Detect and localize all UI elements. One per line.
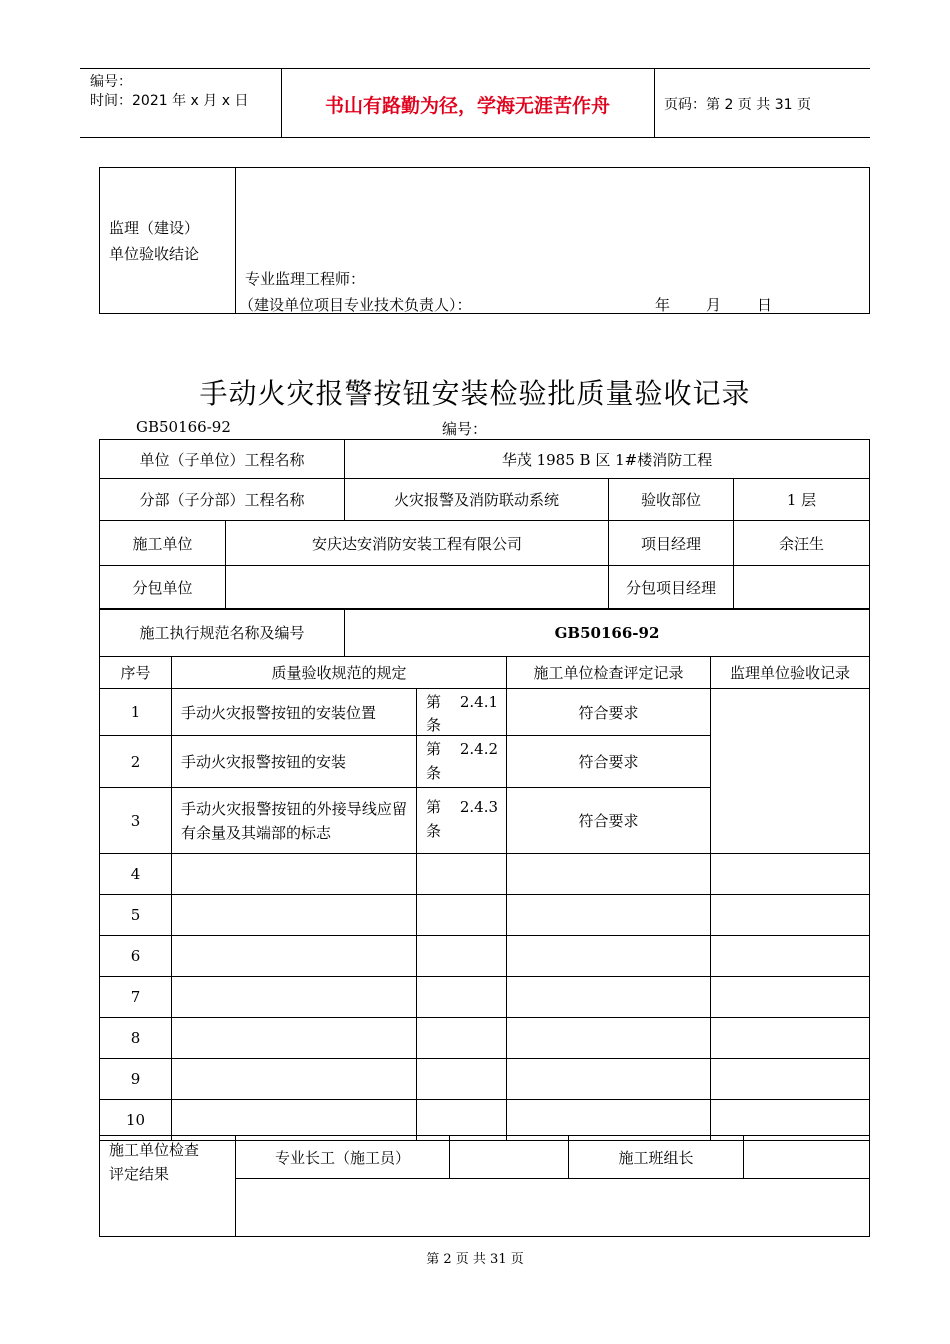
col-contractor-check: 施工单位检查评定记录 <box>507 657 711 689</box>
page-footer: 第 2 页 共 31 页 <box>426 1252 524 1267</box>
supervision-label-line2: 单位验收结论 <box>109 244 200 263</box>
team-leader-label: 施工班组长 <box>569 1136 744 1179</box>
header-meta <box>90 73 248 111</box>
row-clause <box>417 736 507 788</box>
row-desc: 手动火灾报警按钮的外接导线应留有余量及其端部的标志 <box>172 788 417 854</box>
clause-number: 2.4.2 <box>459 740 499 758</box>
result-content <box>236 1179 870 1237</box>
row-seq: 8 <box>100 1018 172 1059</box>
supervision-month: 月 <box>706 296 722 314</box>
supervision-year: 年 <box>655 296 671 314</box>
row-clause <box>417 788 507 854</box>
clause-suffix: 条 <box>426 822 442 840</box>
table-row <box>100 1059 870 1100</box>
table-row <box>100 936 870 977</box>
row-result: 符合要求 <box>507 736 711 788</box>
division-label: 分部（子分部）工程名称 <box>100 479 345 521</box>
supervision-label-line1: 监理（建设） <box>109 218 200 237</box>
row-desc: 手动火灾报警按钮的安装 <box>172 736 417 788</box>
clause-suffix: 条 <box>426 716 442 734</box>
info-table <box>99 439 870 610</box>
team-leader-value <box>744 1136 870 1179</box>
page-header <box>80 68 870 138</box>
row-result: 符合要求 <box>507 788 711 854</box>
supervisor-record <box>711 689 870 854</box>
pm-label: 项目经理 <box>609 521 734 566</box>
clause-suffix: 条 <box>426 764 442 782</box>
col-seq: 序号 <box>100 657 172 689</box>
contractor-label: 施工单位 <box>100 521 226 566</box>
supervision-owner: （建设单位项目专业技术负责人）： <box>239 296 472 314</box>
row-desc: 手动火灾报警按钮的安装位置 <box>172 689 417 736</box>
acceptance-part-label: 验收部位 <box>609 479 734 521</box>
supervision-engineer: 专业监理工程师： <box>245 270 366 288</box>
table-row <box>100 1018 870 1059</box>
sub-pm-value <box>734 566 870 610</box>
header-motto: 书山有路勤为径，学海无涯苦作舟 <box>324 95 610 117</box>
supervision-table <box>99 167 870 314</box>
spec-label: 施工执行规范名称及编号 <box>100 609 345 657</box>
row-seq: 6 <box>100 936 172 977</box>
row-seq: 7 <box>100 977 172 1018</box>
foreman-value <box>450 1136 569 1179</box>
row-seq: 1 <box>100 689 172 736</box>
col-supervisor-check: 监理单位验收记录 <box>711 657 870 689</box>
items-table <box>99 656 870 1141</box>
row-seq: 5 <box>100 895 172 936</box>
document-number: 编号： <box>442 420 488 438</box>
pm-value: 余汪生 <box>734 521 870 566</box>
row-result: 符合要求 <box>507 689 711 736</box>
document-title: 手动火灾报警按钮安装检验批质量验收记录 <box>199 377 751 410</box>
result-label <box>100 1136 236 1237</box>
supervision-label <box>100 168 236 314</box>
table-row <box>100 689 870 736</box>
acceptance-part-value: 1 层 <box>734 479 870 521</box>
supervision-conclusion <box>236 168 870 314</box>
header-number: 编号： <box>90 74 132 90</box>
unit-project-value: 华茂 1985 B 区 1#楼消防工程 <box>345 440 870 479</box>
header-page-info: 页码：第 2 页 共 31 页 <box>664 97 811 113</box>
unit-project-label: 单位（子单位）工程名称 <box>100 440 345 479</box>
header-date: 时间：2021 年 x 月 x 日 <box>90 93 249 109</box>
clause-number: 2.4.1 <box>459 693 499 711</box>
clause-prefix: 第 <box>426 798 442 816</box>
result-label-line2: 评定结果 <box>109 1165 170 1183</box>
supervision-day: 日 <box>757 296 773 314</box>
row-seq: 2 <box>100 736 172 788</box>
result-label-line1: 施工单位检查 <box>109 1141 200 1159</box>
result-table <box>99 1135 870 1237</box>
row-seq: 10 <box>100 1100 172 1141</box>
spec-table <box>99 608 870 657</box>
table-row <box>100 895 870 936</box>
clause-number: 2.4.3 <box>459 798 499 816</box>
foreman-label: 专业长工（施工员） <box>236 1136 450 1179</box>
subcontractor-value <box>226 566 609 610</box>
contractor-value: 安庆达安消防安装工程有限公司 <box>226 521 609 566</box>
row-clause <box>417 689 507 736</box>
subcontractor-label: 分包单位 <box>100 566 226 610</box>
table-row <box>100 977 870 1018</box>
sub-pm-label: 分包项目经理 <box>609 566 734 610</box>
division-value: 火灾报警及消防联动系统 <box>345 479 609 521</box>
clause-prefix: 第 <box>426 693 442 711</box>
clause-prefix: 第 <box>426 740 442 758</box>
row-seq: 4 <box>100 854 172 895</box>
spec-value: GB50166-92 <box>345 609 870 657</box>
table-row <box>100 854 870 895</box>
header-divider <box>654 69 655 137</box>
col-rule: 质量验收规范的规定 <box>172 657 507 689</box>
row-seq: 3 <box>100 788 172 854</box>
row-seq: 9 <box>100 1059 172 1100</box>
standard-code: GB50166-92 <box>136 418 231 436</box>
